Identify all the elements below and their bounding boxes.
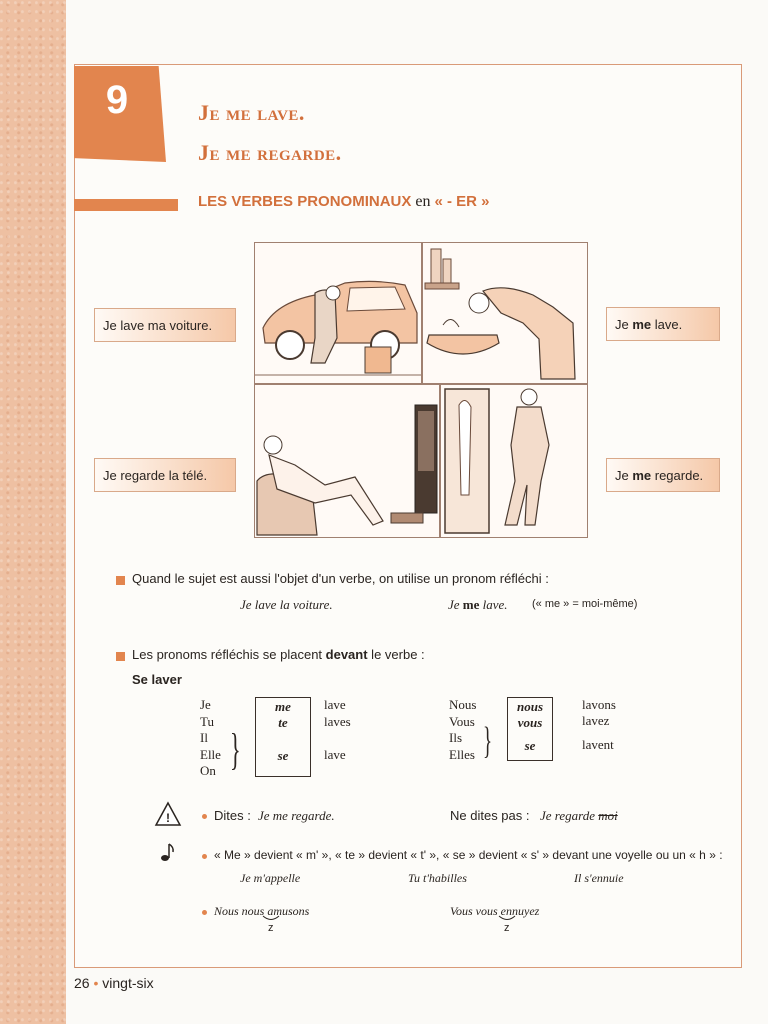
say-example: Je me regarde. (258, 808, 335, 823)
plural-pronoun-box (507, 697, 553, 761)
car-washing-drawing (255, 243, 421, 383)
self-washing-drawing (423, 243, 587, 383)
verb-lavent: lavent (582, 737, 614, 752)
verb-lavez: lavez (582, 713, 610, 728)
rule1-example2-pre: Je (448, 597, 463, 612)
rule1-note: (« me » = moi-même) (532, 598, 638, 610)
subtitle-er: « - ER » (434, 193, 490, 210)
left-margin-strip (0, 0, 66, 1024)
illustration-washing-car (254, 242, 422, 384)
rule2-bullet (116, 652, 125, 661)
rule1-bullet (116, 576, 125, 585)
page-footer (74, 975, 154, 991)
page-word: vingt-six (102, 975, 154, 991)
subtitle-accent-bar (74, 199, 178, 211)
subject-elles: Elles (449, 746, 475, 762)
rule2-text (132, 647, 425, 662)
illustration-washing-self (422, 242, 588, 384)
rule2-text-bold: devant (325, 647, 368, 662)
rule1-example2-post: lave. (479, 597, 508, 612)
lesson-subtitle (198, 193, 490, 211)
verb-laves: laves (324, 714, 351, 729)
pronoun-vous: vous (517, 715, 543, 730)
subtitle-en: en (415, 193, 431, 210)
subject-tu: Tu (200, 713, 214, 729)
illustration-mirror (440, 384, 588, 538)
say-label: Dites : (214, 808, 251, 823)
subject-vous: Vous (449, 713, 475, 729)
label-watching-tv: Je regarde la télé. (94, 458, 236, 492)
illustration-watching-tv (254, 384, 440, 538)
singular-subjects (200, 697, 221, 780)
liaison-bullet (202, 910, 207, 915)
elision-example-1: Je m'appelle (240, 871, 301, 885)
label-je-me-lave-pronoun: me (632, 317, 652, 332)
warning-icon (154, 801, 182, 827)
label-je-me-lave-pre: Je (615, 317, 633, 332)
subject-on: On (200, 763, 216, 778)
rule1-example1: Je lave la voiture. (240, 597, 333, 612)
dont-say-example-struck: moi (598, 808, 618, 823)
label-car-washing: Je lave ma voiture. (94, 308, 236, 342)
mirror-drawing (441, 385, 587, 537)
rule1-example2 (448, 597, 508, 613)
plural-subjects (449, 697, 476, 763)
verb-lave-3rd: lave (324, 747, 346, 762)
rule1-text: Quand le sujet est aussi l'objet d'un verbe, on utilise un pronom réfléchi : (132, 571, 549, 586)
verb-heading: Se laver (132, 672, 182, 687)
dont-say-label: Ne dites pas : (450, 808, 530, 823)
liaison-z-1: z (268, 922, 274, 934)
verb-lavons: lavons (582, 697, 616, 712)
elision-bullet (202, 854, 207, 859)
pronoun-se-singular: se (277, 748, 289, 763)
label-je-me-lave-post: lave. (651, 317, 683, 332)
elision-example-3: Il s'ennuie (574, 871, 624, 885)
pronoun-nous: nous (516, 699, 544, 714)
music-note-icon (160, 842, 176, 862)
label-je-me-lave (606, 307, 720, 341)
label-je-me-regarde-pronoun: me (632, 468, 652, 483)
warning-bullet (202, 814, 207, 819)
verb-lave: lave (324, 697, 346, 712)
plural-brace: } (483, 720, 493, 762)
subject-elle: Elle (200, 746, 221, 762)
singular-brace: } (230, 725, 241, 774)
label-je-me-regarde-pre: Je (615, 468, 633, 483)
subtitle-main: LES VERBES PRONOMINAUX (198, 193, 412, 210)
rule1-example2-pronoun: me (462, 597, 480, 612)
liaison-example-1: Nous nous amusons (214, 904, 310, 918)
subject-il: Il (200, 730, 208, 745)
subject-je: Je (200, 697, 211, 712)
label-je-me-regarde (606, 458, 720, 492)
page-number: 26 (74, 975, 90, 991)
singular-pronoun-box (255, 697, 311, 777)
elision-example-2: Tu t'habilles (408, 871, 467, 885)
pronoun-se-plural: se (524, 738, 536, 753)
svg-text:!: ! (166, 811, 170, 825)
label-je-me-regarde-post: regarde. (651, 468, 704, 483)
elision-rule: « Me » devient « m' », « te » devient « t' », « se » devient « s' » devant une voyelle ou un « h » : (214, 848, 723, 862)
tv-watching-drawing (255, 385, 439, 537)
rule2-text-pre: Les pronoms réfléchis se placent (132, 647, 326, 662)
footer-dot: • (93, 975, 99, 991)
dont-say-example (540, 808, 618, 824)
liaison-example-2: Vous vous ennuyez (450, 904, 540, 918)
liaison-z-2: z (504, 922, 510, 934)
pronoun-me: me (275, 699, 291, 714)
lesson-title-line2: Je me regarde. (198, 140, 342, 165)
rule2-text-post: le verbe : (367, 647, 425, 662)
lesson-title-line1: Je me lave. (198, 100, 305, 125)
lesson-number: 9 (105, 78, 129, 122)
subject-ils: Ils (449, 730, 462, 745)
subject-nous: Nous (449, 697, 477, 712)
dont-say-example-pre: Je regarde (540, 808, 599, 823)
pronoun-te: te (278, 715, 288, 730)
